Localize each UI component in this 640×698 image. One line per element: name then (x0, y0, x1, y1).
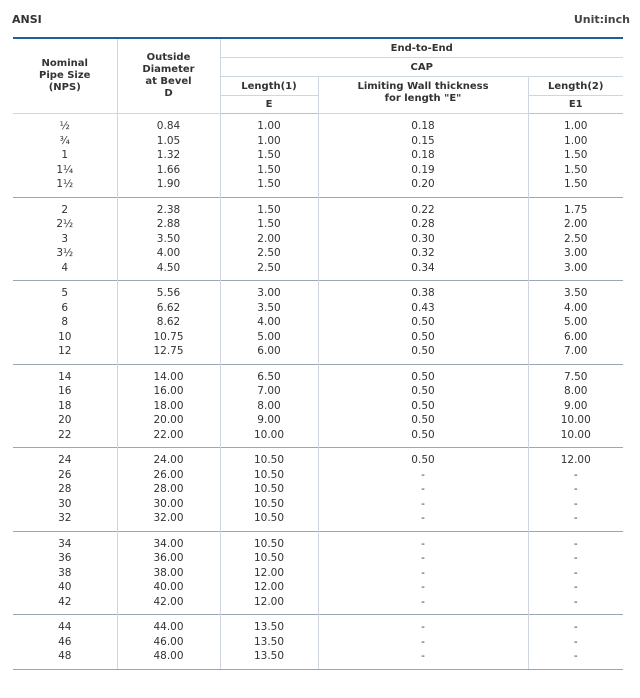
cell-nps: ¾ (13, 134, 117, 149)
cell-nps: 1¼ (13, 163, 117, 178)
cell-length-e1: 12.00 (528, 453, 623, 468)
cell-nps: 34 (13, 537, 117, 552)
cell-outside-diameter: 38.00 (117, 566, 220, 581)
cell-length-e: 6.50 (220, 370, 318, 385)
cell-wall-thickness: 0.20 (318, 177, 528, 192)
header-bar (0, 0, 640, 30)
cell-wall-thickness: 0.15 (318, 134, 528, 149)
cell-nps: 12 (13, 344, 117, 359)
cell-outside-diameter: 30.00 (117, 497, 220, 512)
cell-outside-diameter: 5.56 (117, 286, 220, 301)
cell-length-e1: 9.00 (528, 399, 623, 414)
cell-nps: 3 (13, 232, 117, 247)
cell-outside-diameter: 32.00 (117, 511, 220, 526)
cell-length-e: 1.50 (220, 217, 318, 232)
col-subheader-e: E (220, 96, 318, 114)
cell-length-e: 12.00 (220, 566, 318, 581)
cell-wall-thickness: - (318, 511, 528, 526)
cell-length-e1: - (528, 595, 623, 610)
cell-length-e1: 3.50 (528, 286, 623, 301)
table-row (13, 134, 623, 149)
cell-length-e: 10.50 (220, 551, 318, 566)
cell-wall-thickness: - (318, 551, 528, 566)
cell-outside-diameter: 0.84 (117, 119, 220, 134)
table-row (13, 344, 623, 359)
cell-nps: 1½ (13, 177, 117, 192)
cell-wall-thickness: 0.43 (318, 301, 528, 316)
cell-length-e: 3.50 (220, 301, 318, 316)
col-header-nps: Nominal Pipe Size (NPS) (13, 38, 117, 114)
spacer-cell (117, 664, 220, 670)
table-row (13, 649, 623, 664)
cell-nps: 8 (13, 315, 117, 330)
spacer-cell (528, 664, 623, 670)
cell-length-e1: 7.50 (528, 370, 623, 385)
cell-length-e: 9.00 (220, 413, 318, 428)
cell-length-e: 10.50 (220, 468, 318, 483)
table-row (13, 301, 623, 316)
cell-length-e1: 1.50 (528, 163, 623, 178)
cell-length-e: 1.00 (220, 119, 318, 134)
cell-wall-thickness: - (318, 497, 528, 512)
cell-length-e: 10.50 (220, 482, 318, 497)
cell-length-e: 10.50 (220, 453, 318, 468)
cell-length-e1: 10.00 (528, 413, 623, 428)
table-row (13, 330, 623, 345)
cell-outside-diameter: 1.05 (117, 134, 220, 149)
cell-length-e: 10.50 (220, 537, 318, 552)
cell-outside-diameter: 24.00 (117, 453, 220, 468)
cell-outside-diameter: 16.00 (117, 384, 220, 399)
cell-nps: 22 (13, 428, 117, 443)
table-row (13, 177, 623, 192)
cell-outside-diameter: 48.00 (117, 649, 220, 664)
cell-outside-diameter: 26.00 (117, 468, 220, 483)
cell-nps: 2½ (13, 217, 117, 232)
cell-wall-thickness: 0.50 (318, 453, 528, 468)
table-row (13, 453, 623, 468)
cell-wall-thickness: 0.30 (318, 232, 528, 247)
cell-length-e: 13.50 (220, 649, 318, 664)
cell-outside-diameter: 42.00 (117, 595, 220, 610)
cell-wall-thickness: 0.50 (318, 370, 528, 385)
table-row (13, 384, 623, 399)
table-row (13, 148, 623, 163)
cell-outside-diameter: 2.38 (117, 203, 220, 218)
dimension-table (13, 37, 623, 670)
cell-length-e1: - (528, 566, 623, 581)
table-row (13, 497, 623, 512)
cell-outside-diameter: 4.00 (117, 246, 220, 261)
cell-nps: 48 (13, 649, 117, 664)
table-row (13, 580, 623, 595)
cell-length-e1: 1.50 (528, 148, 623, 163)
cell-length-e: 12.00 (220, 580, 318, 595)
cell-wall-thickness: 0.34 (318, 261, 528, 276)
cell-wall-thickness: - (318, 580, 528, 595)
cell-length-e1: 6.00 (528, 330, 623, 345)
cell-wall-thickness: - (318, 635, 528, 650)
cell-nps: 5 (13, 286, 117, 301)
cell-length-e1: 1.00 (528, 134, 623, 149)
cell-outside-diameter: 1.90 (117, 177, 220, 192)
cell-wall-thickness: 0.28 (318, 217, 528, 232)
cell-length-e: 1.00 (220, 134, 318, 149)
cell-outside-diameter: 40.00 (117, 580, 220, 595)
table-row (13, 246, 623, 261)
unit-label: Unit:inch (573, 13, 630, 26)
cell-wall-thickness: - (318, 537, 528, 552)
cell-length-e: 13.50 (220, 635, 318, 650)
table-row (13, 482, 623, 497)
cell-length-e: 13.50 (220, 620, 318, 635)
cell-length-e1: - (528, 580, 623, 595)
cell-nps: 42 (13, 595, 117, 610)
cell-length-e1: - (528, 551, 623, 566)
cell-nps: 30 (13, 497, 117, 512)
cell-outside-diameter: 22.00 (117, 428, 220, 443)
table-header (13, 38, 623, 114)
cell-length-e: 10.00 (220, 428, 318, 443)
table-row (13, 413, 623, 428)
cell-length-e: 1.50 (220, 163, 318, 178)
group-spacer (13, 664, 623, 670)
cell-wall-thickness: 0.50 (318, 330, 528, 345)
cell-length-e1: - (528, 537, 623, 552)
table-row (13, 163, 623, 178)
cell-length-e1: 1.50 (528, 177, 623, 192)
cell-nps: 46 (13, 635, 117, 650)
table-row (13, 370, 623, 385)
cell-wall-thickness: 0.22 (318, 203, 528, 218)
spacer-cell (318, 664, 528, 670)
cell-wall-thickness: 0.38 (318, 286, 528, 301)
cell-length-e1: - (528, 511, 623, 526)
cell-nps: 4 (13, 261, 117, 276)
cell-wall-thickness: 0.18 (318, 148, 528, 163)
cell-nps: 14 (13, 370, 117, 385)
cell-wall-thickness: 0.50 (318, 384, 528, 399)
cell-nps: 32 (13, 511, 117, 526)
table-body (13, 114, 623, 670)
cell-length-e: 8.00 (220, 399, 318, 414)
cell-wall-thickness: - (318, 620, 528, 635)
table-row (13, 217, 623, 232)
cell-length-e: 2.50 (220, 246, 318, 261)
cell-outside-diameter: 10.75 (117, 330, 220, 345)
spacer-cell (220, 664, 318, 670)
cell-length-e1: 10.00 (528, 428, 623, 443)
cell-length-e1: - (528, 649, 623, 664)
cell-length-e: 3.00 (220, 286, 318, 301)
table-row (13, 620, 623, 635)
cell-length-e1: 1.00 (528, 119, 623, 134)
cell-length-e1: - (528, 468, 623, 483)
cell-length-e1: 3.00 (528, 261, 623, 276)
cell-nps: 44 (13, 620, 117, 635)
cell-wall-thickness: 0.50 (318, 344, 528, 359)
cell-wall-thickness: 0.50 (318, 413, 528, 428)
table-row (13, 399, 623, 414)
cell-nps: 3½ (13, 246, 117, 261)
table-row (13, 203, 623, 218)
cell-length-e: 7.00 (220, 384, 318, 399)
group-header-end-to-end: End-to-End (220, 38, 623, 58)
cell-length-e1: 5.00 (528, 315, 623, 330)
cell-outside-diameter: 44.00 (117, 620, 220, 635)
col-header-length1: Length(1) (220, 77, 318, 96)
cell-wall-thickness: 0.50 (318, 315, 528, 330)
cell-length-e: 12.00 (220, 595, 318, 610)
cell-nps: 26 (13, 468, 117, 483)
table-row (13, 232, 623, 247)
col-subheader-e1: E1 (528, 96, 623, 114)
cell-outside-diameter: 34.00 (117, 537, 220, 552)
table-row (13, 635, 623, 650)
cell-length-e1: - (528, 497, 623, 512)
page-title: ANSI (12, 13, 42, 26)
cell-nps: 2 (13, 203, 117, 218)
table-row (13, 428, 623, 443)
cell-nps: 40 (13, 580, 117, 595)
cell-wall-thickness: - (318, 566, 528, 581)
col-header-outside-diameter: Outside Diameter at Bevel D (117, 38, 220, 114)
cell-outside-diameter: 18.00 (117, 399, 220, 414)
cell-outside-diameter: 12.75 (117, 344, 220, 359)
cell-wall-thickness: 0.19 (318, 163, 528, 178)
table-row (13, 286, 623, 301)
table-row (13, 315, 623, 330)
cell-length-e: 2.00 (220, 232, 318, 247)
cell-length-e1: - (528, 482, 623, 497)
cell-length-e: 2.50 (220, 261, 318, 276)
cell-length-e1: 3.00 (528, 246, 623, 261)
cell-outside-diameter: 36.00 (117, 551, 220, 566)
table-row (13, 511, 623, 526)
cell-nps: 20 (13, 413, 117, 428)
table-row (13, 566, 623, 581)
cell-outside-diameter: 8.62 (117, 315, 220, 330)
cell-nps: 28 (13, 482, 117, 497)
spacer-cell (13, 664, 117, 670)
cell-length-e: 1.50 (220, 203, 318, 218)
cell-length-e1: 8.00 (528, 384, 623, 399)
cell-outside-diameter: 1.32 (117, 148, 220, 163)
cell-length-e: 1.50 (220, 177, 318, 192)
cell-length-e1: 2.00 (528, 217, 623, 232)
cell-outside-diameter: 20.00 (117, 413, 220, 428)
cell-nps: 6 (13, 301, 117, 316)
cell-nps: 1 (13, 148, 117, 163)
cell-outside-diameter: 4.50 (117, 261, 220, 276)
cell-length-e: 1.50 (220, 148, 318, 163)
table-row (13, 595, 623, 610)
cell-nps: 16 (13, 384, 117, 399)
cell-nps: 36 (13, 551, 117, 566)
cell-wall-thickness: - (318, 595, 528, 610)
table-row (13, 551, 623, 566)
cell-length-e: 10.50 (220, 497, 318, 512)
cell-length-e1: 7.00 (528, 344, 623, 359)
table-row (13, 119, 623, 134)
cell-nps: 18 (13, 399, 117, 414)
cell-wall-thickness: 0.50 (318, 428, 528, 443)
cell-nps: 10 (13, 330, 117, 345)
cell-nps: 38 (13, 566, 117, 581)
cell-nps: ½ (13, 119, 117, 134)
table-row (13, 468, 623, 483)
col-header-length2: Length(2) (528, 77, 623, 96)
cell-wall-thickness: - (318, 468, 528, 483)
table-row (13, 261, 623, 276)
cell-length-e1: - (528, 620, 623, 635)
cell-outside-diameter: 2.88 (117, 217, 220, 232)
cell-outside-diameter: 6.62 (117, 301, 220, 316)
cell-length-e: 10.50 (220, 511, 318, 526)
cell-outside-diameter: 14.00 (117, 370, 220, 385)
cell-length-e: 4.00 (220, 315, 318, 330)
cell-length-e: 6.00 (220, 344, 318, 359)
cell-length-e: 5.00 (220, 330, 318, 345)
cell-wall-thickness: - (318, 482, 528, 497)
table-row (13, 537, 623, 552)
cell-outside-diameter: 46.00 (117, 635, 220, 650)
cell-wall-thickness: 0.50 (318, 399, 528, 414)
cell-length-e1: - (528, 635, 623, 650)
cell-wall-thickness: 0.18 (318, 119, 528, 134)
cell-length-e1: 4.00 (528, 301, 623, 316)
cell-wall-thickness: - (318, 649, 528, 664)
cell-length-e1: 1.75 (528, 203, 623, 218)
cell-nps: 24 (13, 453, 117, 468)
cell-outside-diameter: 3.50 (117, 232, 220, 247)
cell-outside-diameter: 1.66 (117, 163, 220, 178)
col-header-wall-thickness: Limiting Wall thickness for length "E" (318, 77, 528, 114)
cell-wall-thickness: 0.32 (318, 246, 528, 261)
group-header-cap: CAP (220, 58, 623, 77)
cell-outside-diameter: 28.00 (117, 482, 220, 497)
cell-length-e1: 2.50 (528, 232, 623, 247)
